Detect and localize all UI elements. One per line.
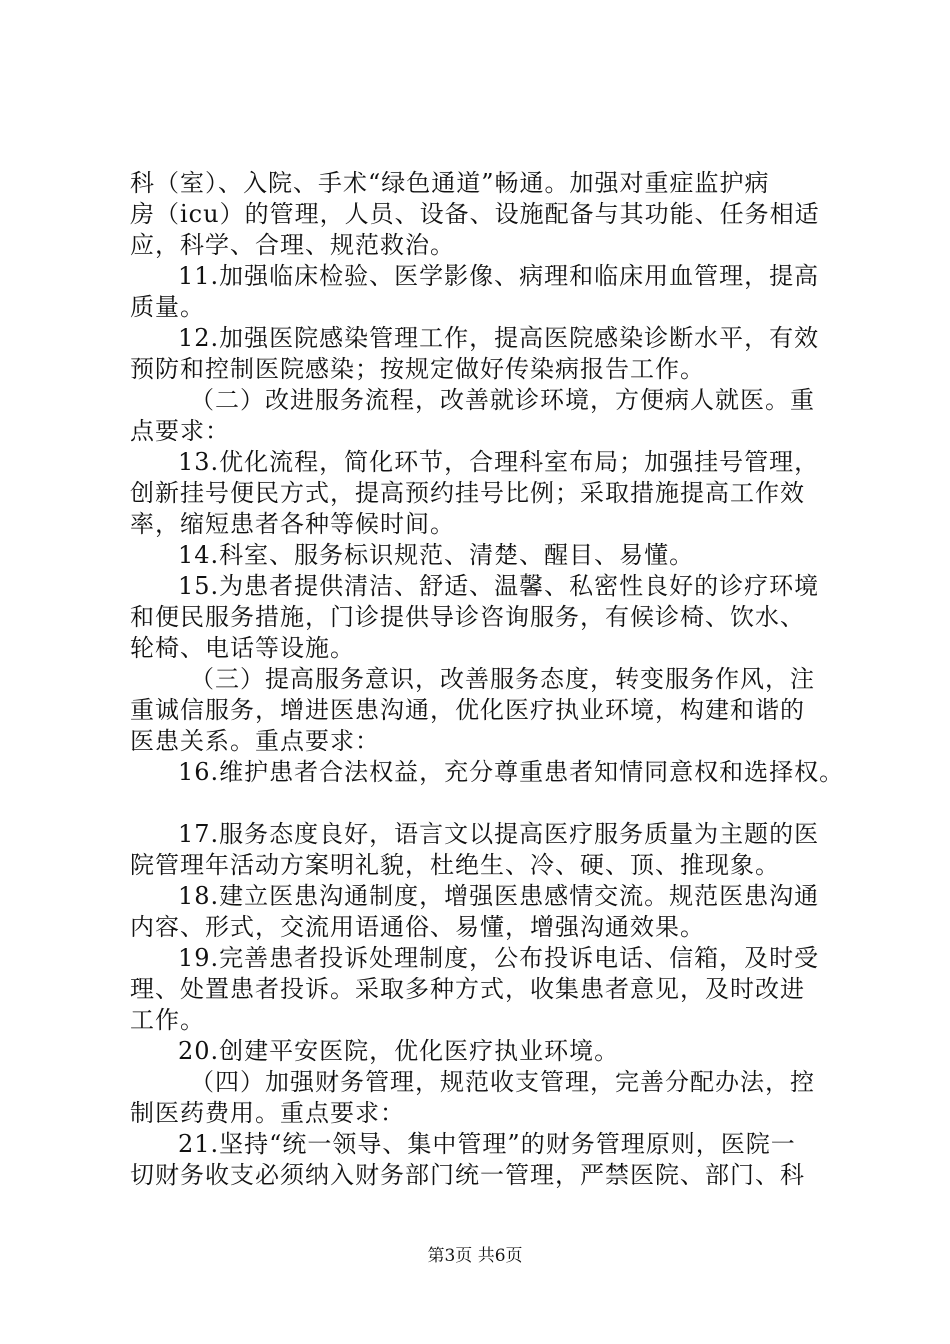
section-heading-line: （二）改进服务流程，改善就诊环境，方便病人就医。重	[190, 386, 815, 414]
text-line: 点要求：	[130, 417, 230, 445]
text-line: 理、处置患者投诉。采取多种方式，收集患者意见，及时改进	[130, 975, 805, 1003]
blank-line	[130, 788, 850, 819]
text-line: 科（室）、入院、手术“绿色通道”畅通。加强对重症监护病	[130, 169, 770, 197]
text-line: 工作。	[130, 1006, 205, 1034]
text-line: 预防和控制医院感染；按规定做好传染病报告工作。	[130, 355, 705, 383]
text-line: 切财务收支必须纳入财务部门统一管理，严禁医院、部门、科	[130, 1161, 805, 1189]
text-line: 医患关系。重点要求：	[130, 727, 380, 755]
text-line: 创新挂号便民方式，提高预约挂号比例；采取措施提高工作效	[130, 479, 805, 507]
text-line: 内容、形式，交流用语通俗、易懂，增强沟通效果。	[130, 913, 705, 941]
section-heading-line: （四）加强财务管理，规范收支管理，完善分配办法，控	[190, 1068, 815, 1096]
text-line: 房（icu）的管理，人员、设备、设施配备与其功能、任务相适	[130, 200, 820, 228]
text-line: 19.完善患者投诉处理制度，公布投诉电话、信箱，及时受	[178, 944, 820, 972]
text-line: 轮椅、电话等设施。	[130, 634, 355, 662]
text-line: 21.坚持“统一领导、集中管理”的财务管理原则，医院一	[178, 1130, 796, 1158]
text-line: 11.加强临床检验、医学影像、病理和临床用血管理，提高	[178, 262, 820, 290]
text-line: 率，缩短患者各种等候时间。	[130, 510, 455, 538]
text-line: 12.加强医院感染管理工作，提高医院感染诊断水平，有效	[178, 324, 820, 352]
text-line: 和便民服务措施，门诊提供导诊咨询服务，有候诊椅、饮水、	[130, 603, 805, 631]
text-line: 重诚信服务，增进医患沟通，优化医疗执业环境，构建和谐的	[130, 696, 805, 724]
document-body	[130, 168, 850, 1191]
text-line: 制医药费用。重点要求：	[130, 1099, 405, 1127]
text-line: 院管理年活动方案明礼貌，杜绝生、冷、硬、顶、推现象。	[130, 851, 780, 879]
text-line: 14.科室、服务标识规范、清楚、醒目、易懂。	[178, 541, 695, 569]
page-number-footer: 第3页 共6页	[427, 1246, 523, 1266]
text-line: 13.优化流程，简化环节，合理科室布局；加强挂号管理，	[178, 448, 820, 476]
section-heading-line: （三）提高服务意识，改善服务态度，转变服务作风，注	[190, 665, 815, 693]
text-line: 质量。	[130, 293, 205, 321]
text-line: 16.维护患者合法权益，充分尊重患者知情同意权和选择权。	[178, 758, 845, 786]
text-line: 17.服务态度良好，语言文以提高医疗服务质量为主题的医	[178, 820, 820, 848]
text-line: 18.建立医患沟通制度，增强医患感情交流。规范医患沟通	[178, 882, 820, 910]
text-line: 应，科学、合理、规范救治。	[130, 231, 455, 259]
text-line: 15.为患者提供清洁、舒适、温馨、私密性良好的诊疗环境	[178, 572, 820, 600]
text-line: 20.创建平安医院，优化医疗执业环境。	[178, 1037, 620, 1065]
